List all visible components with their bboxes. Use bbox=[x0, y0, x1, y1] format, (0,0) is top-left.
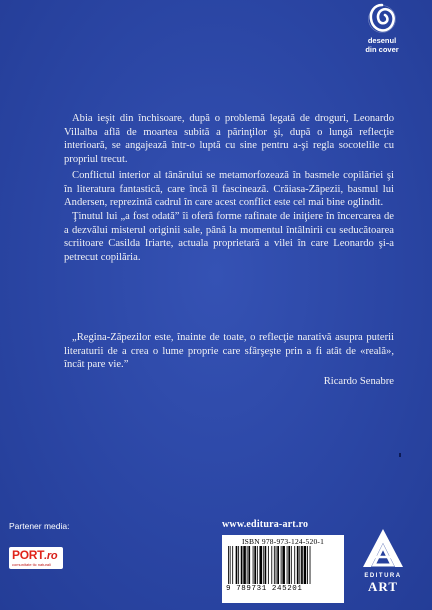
publisher-line2: ART bbox=[368, 579, 398, 594]
synopsis-paragraph-2: Conflictul interior al tânărului se metamorfozează în basmele copilăriei şi în literatura fantastică, care încă îl fascinează. Crăiasa-Zăpezii, basmul lui Andersen, reprezintă cadrul în care acest conflict este cel mai bine oglindit. bbox=[64, 169, 394, 209]
isbn-text: ISBN 978-973-124-520-1 bbox=[241, 537, 325, 546]
synopsis bbox=[64, 112, 394, 265]
cover-design-logo bbox=[354, 2, 410, 54]
port-ro-tagline: comunitate tic naturali bbox=[12, 562, 51, 567]
port-brand-suffix: .ro bbox=[44, 550, 58, 562]
quote-author: Ricardo Senabre bbox=[323, 376, 394, 387]
review-quote: „Regina-Zăpezilor este, înainte de toate, o reflecţie narativă asupra puterii literaturii de a crea o lume proprie care sfârşeşte prin a fi atât de «reală», încât pare vie.” bbox=[64, 332, 394, 371]
cover-design-line2: din cover bbox=[365, 45, 399, 54]
editura-art-logo bbox=[354, 527, 412, 593]
media-partner-label: Partener media: bbox=[9, 521, 70, 531]
synopsis-paragraph-3: Ţinutul lui „a fost odată” îi oferă forme rafinate de iniţiere în încercarea de a dezvălui misterul originii sale, până la momentul întâlnirii cu seducătoarea scriitoare Casilda Iriarte, actuala proprietară a vilei în care Leonardo şi-a petrecut copilăria. bbox=[64, 210, 394, 264]
print-speck bbox=[399, 453, 401, 457]
cover-design-line1: desenul bbox=[367, 36, 397, 45]
port-ro-logo bbox=[9, 547, 63, 569]
triangle-a-icon bbox=[361, 527, 405, 571]
synopsis-paragraph-1: Abia ieşit din închisoare, după o problemă legată de droguri, Leonardo Villalba află de moartea subită a părinţilor şi, după o lungă reflecţie interioară, se angajează într-o luptă cu sine pentru a-şi regla socotelile cu propriul trecut. bbox=[64, 113, 394, 166]
barcode-digits: 9 789731 245201 bbox=[226, 585, 303, 593]
isbn-barcode bbox=[222, 535, 344, 603]
barcode-bars bbox=[226, 546, 340, 584]
port-brand-text: PORT bbox=[12, 548, 45, 562]
port-ro-brand bbox=[12, 549, 60, 562]
spiral-icon bbox=[367, 2, 397, 36]
publisher-line1: EDITURA bbox=[364, 573, 402, 579]
publisher-website: www.editura-art.ro bbox=[222, 519, 309, 530]
